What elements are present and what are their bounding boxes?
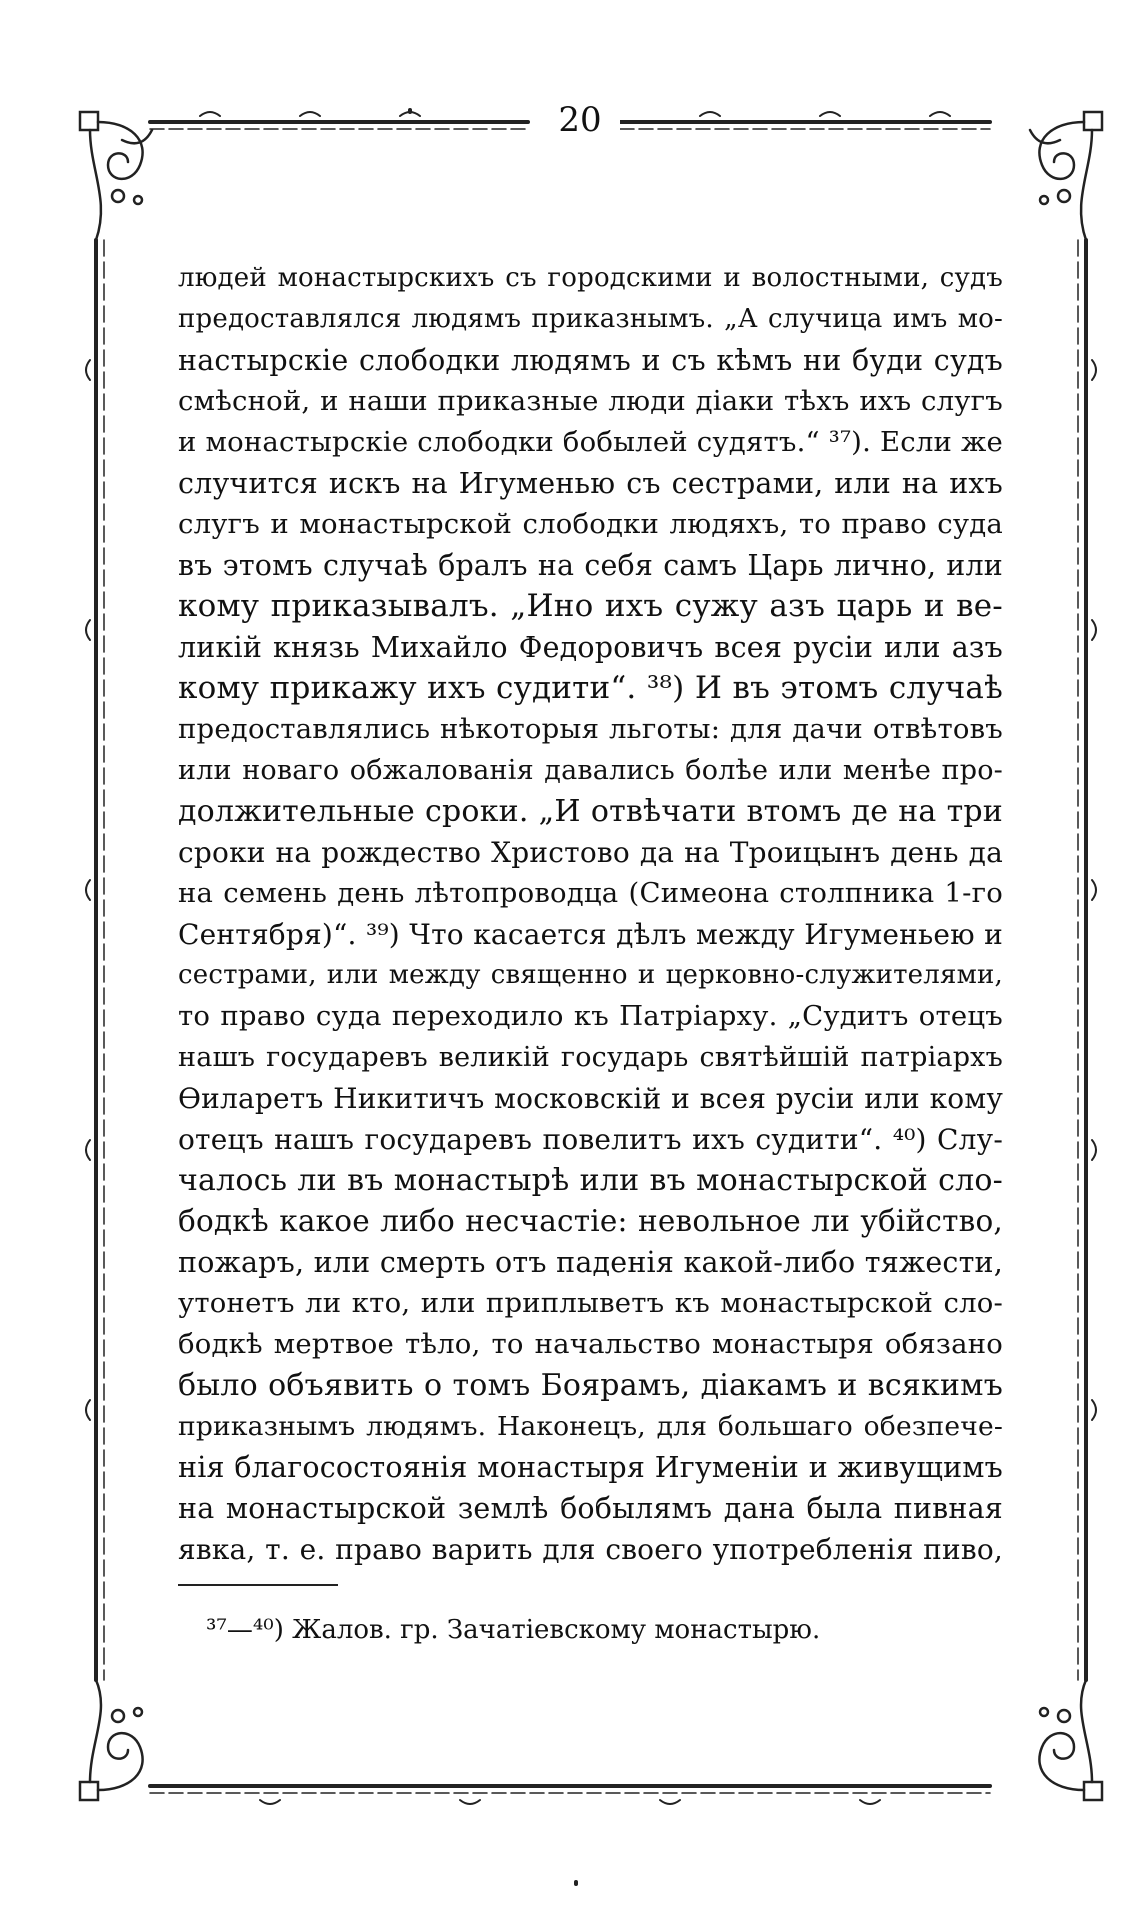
text-line: сроки на рождество Христово да на Троицынъ день да (178, 836, 1003, 869)
text-line: случится искъ на Игуменью съ сестрами, или на ихъ (178, 467, 1003, 500)
ink-speck (408, 108, 412, 114)
text-line: бодкѣ какое либо несчастіе: невольное ли убійство, (178, 1204, 1003, 1238)
text-line: предоставлялся людямъ приказнымъ. „А случица имъ мо- (178, 304, 1003, 334)
corner-ornament-top-right (1030, 112, 1102, 240)
body-text (178, 258, 1003, 1570)
text-line: на монастырской землѣ бобылямъ дана была пивная (178, 1492, 1003, 1525)
text-line: приказнымъ людямъ. Наконецъ, для большаго обезпече- (178, 1411, 1003, 1442)
text-line: смѣсной, и наши приказные люди діаки тѣхъ ихъ слугъ (178, 385, 1003, 417)
text-line: чалось ли въ монастырѣ или въ монастырской сло- (178, 1163, 1003, 1198)
text-line: отецъ нашъ государевъ повелитъ ихъ судити“. ⁴⁰) Слу- (178, 1123, 1003, 1156)
text-line: Сентября)“. ³⁹) Что касается дѣлъ между Игуменьею и (178, 918, 1003, 951)
text-line: сестрами, или между священно и церковно-служителями, (178, 960, 1003, 990)
corner-ornament-top-left (80, 112, 152, 240)
corner-ornament-bottom-left (80, 1680, 143, 1800)
footnote-text: Жалов. гр. Зачатіевскому монастырю. (292, 1615, 821, 1645)
text-line: нашъ государевъ великій государь святѣйшій патріархъ (178, 1042, 1003, 1073)
page-number: 20 (540, 100, 620, 140)
text-line: пожаръ, или смерть отъ паденія какой-либо тяжести, (178, 1246, 1003, 1279)
text-line: явка, т. е. право варить для своего употребленія пиво, (178, 1533, 1003, 1566)
footnote (206, 1613, 1006, 1647)
text-line: утонетъ ли кто, или приплыветъ къ монастырской сло- (178, 1287, 1003, 1319)
ink-speck (574, 1880, 578, 1886)
text-line: кому приказывалъ. „Ино ихъ сужу азъ царь и ве- (178, 588, 1003, 624)
text-line: и монастырскіе слободки бобылей судятъ.“ ³⁷). Если же (178, 426, 1003, 458)
text-line: или новаго обжалованія давались болѣе или менѣе про- (178, 755, 1003, 786)
text-line: на семень день лѣтопроводца (Симеона столпника 1-го (178, 877, 1003, 909)
text-line: слугъ и монастырской слободки людяхъ, то право суда (178, 508, 1003, 540)
text-line: нія благосостоянія монастыря Игуменіи и живущимъ (178, 1451, 1003, 1484)
text-line: предоставлялись нѣкоторыя льготы: для дачи отвѣтовъ (178, 713, 1003, 745)
text-line: бодкѣ мертвое тѣло, то начальство монастыря обязано (178, 1328, 1003, 1360)
text-line: то право суда переходило къ Патріарху. „Судитъ отецъ (178, 1000, 1003, 1032)
text-line: настырскіе слободки людямъ и съ кѣмъ ни буди судъ (178, 344, 1003, 377)
text-line: въ этомъ случаѣ бралъ на себя самъ Царь лично, или (178, 549, 1003, 582)
corner-ornament-bottom-right (1039, 1680, 1102, 1800)
text-line: ликій князь Михайло Федоровичъ всея русіи или азъ (178, 631, 1003, 664)
text-line: людей монастырскихъ съ городскими и волостными, судъ (178, 263, 1003, 293)
text-line: было объявить о томъ Боярамъ, діакамъ и всякимъ (178, 1368, 1003, 1403)
text-line: Ѳиларетъ Никитичъ московскій и всея русіи или кому (178, 1082, 1003, 1115)
footnote-marker: ³⁷—⁴⁰) (206, 1615, 284, 1645)
text-line: должительные сроки. „И отвѣчати втомъ де на три (178, 794, 1003, 829)
footnote-rule (178, 1584, 338, 1586)
text-line: кому прикажу ихъ судити“. ³⁸) И въ этомъ случаѣ (178, 670, 1003, 706)
